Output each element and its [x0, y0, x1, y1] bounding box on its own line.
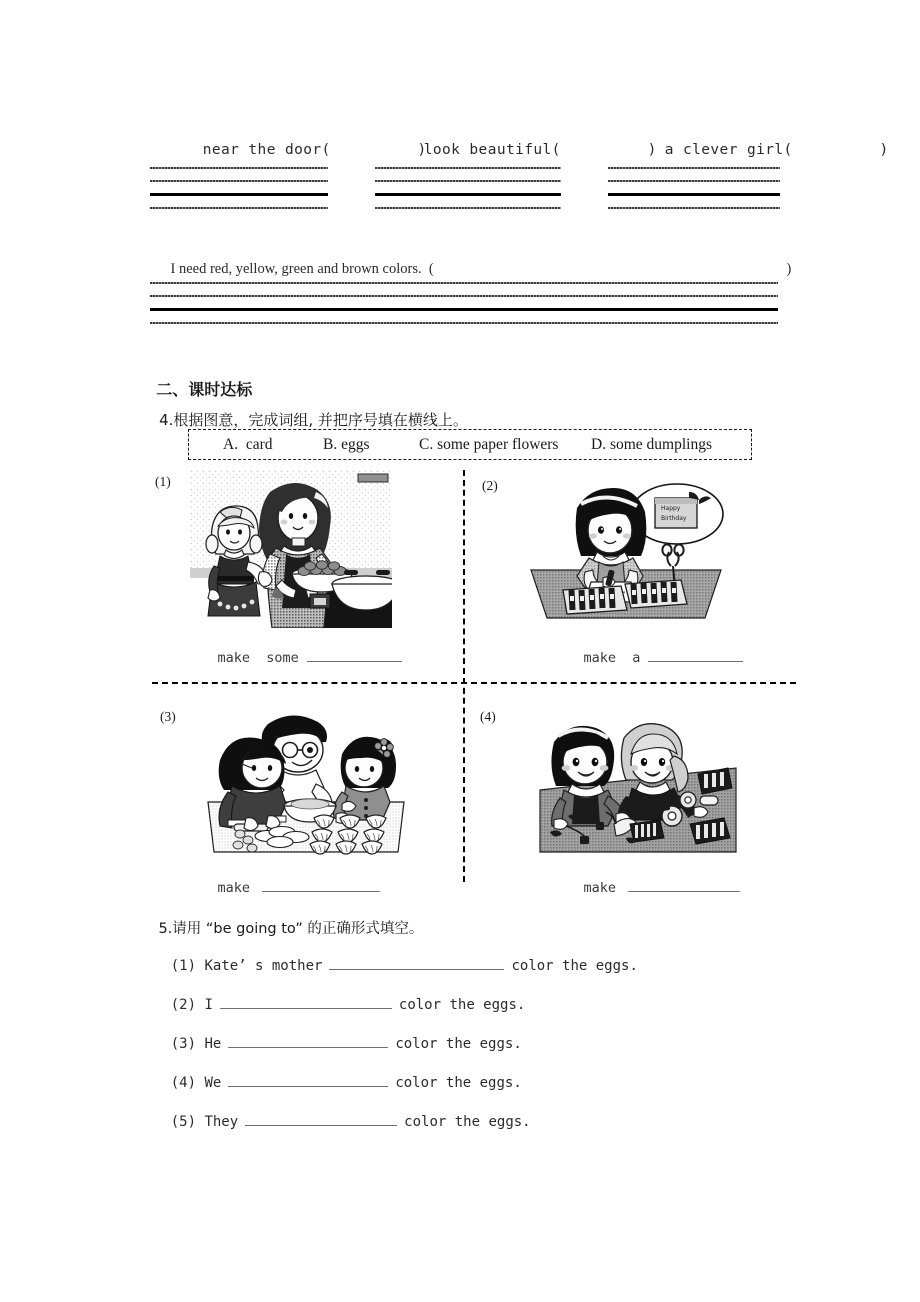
picture-blank-3[interactable]: [262, 880, 380, 892]
guide-line-descender: [375, 207, 561, 209]
section-heading-2: 二、课时达标: [156, 380, 253, 399]
phrase-row: [148, 126, 889, 158]
writing-guide-4[interactable]: [150, 282, 778, 326]
guide-line-baseline: [150, 308, 778, 311]
options-inner: [189, 430, 751, 459]
exercise-blank-3[interactable]: [228, 1035, 388, 1048]
illustration-2-make-a-card: [519, 478, 734, 626]
guide-line-baseline: [150, 193, 328, 196]
guide-line-baseline: [375, 193, 561, 196]
exercise-blank-2[interactable]: [220, 996, 392, 1009]
guide-line-descender: [608, 207, 780, 209]
picture-blank-4[interactable]: [628, 880, 740, 892]
phrase-text-1: near the door: [202, 142, 322, 158]
translate-sentence-text: I need red, yellow, green and brown colors. (: [170, 261, 434, 277]
phrase-text-3: a clever girl: [664, 142, 784, 158]
picture-grid-horizontal-divider: [152, 682, 796, 684]
guide-line-mid: [608, 180, 780, 182]
item-tail-4: color the eggs.: [395, 1075, 522, 1091]
item-number-3: (3): [170, 1036, 197, 1052]
exercise-blank-5[interactable]: [245, 1113, 397, 1126]
item-tail-2: color the eggs.: [398, 997, 526, 1013]
guide-line-top: [375, 167, 561, 169]
illustration-4-make-paper-flowers: [538, 712, 738, 860]
svg-text:Birthday: Birthday: [661, 515, 687, 522]
option-b[interactable]: B. eggs: [323, 436, 370, 453]
picture-number-3: (3): [160, 709, 176, 724]
guide-line-mid: [150, 295, 778, 297]
guide-line-mid: [150, 180, 328, 182]
illustration-1-svg: [190, 470, 392, 628]
item-number-1: (1): [170, 958, 197, 974]
translate-sentence-close-paren[interactable]: ): [786, 261, 792, 277]
exercise-5-item-5: [137, 1097, 531, 1146]
writing-guide-1[interactable]: [150, 167, 328, 211]
item-subject-1: Kate’ s mother: [204, 958, 323, 974]
item-number-2: (2): [170, 997, 197, 1013]
illustration-3-svg: [206, 706, 406, 858]
picture-caption-1: [185, 634, 402, 682]
exercise-blank-1[interactable]: [329, 957, 504, 970]
item-tail-3: color the eggs.: [395, 1036, 522, 1052]
illustration-3-make-dumplings: [206, 706, 406, 858]
writing-guide-3[interactable]: [608, 167, 780, 211]
phrase-paren-2[interactable]: ( ): [551, 142, 657, 158]
item-subject-4: We: [204, 1075, 222, 1091]
illustration-4-svg: [538, 712, 738, 860]
phrase-paren-3[interactable]: ( ): [783, 142, 889, 158]
item-number-5: (5): [170, 1114, 197, 1130]
option-c[interactable]: C. some paper flowers: [419, 436, 559, 453]
item-subject-3: He: [204, 1036, 222, 1052]
guide-line-descender: [150, 207, 328, 209]
question-5-label: 5.请用 “be going to” 的正确形式填空。: [158, 921, 424, 937]
illustration-1-make-some-eggs: [190, 470, 392, 628]
picture-caption-4: [551, 864, 740, 912]
exercise-blank-4[interactable]: [228, 1074, 388, 1087]
picture-blank-2[interactable]: [648, 650, 743, 662]
question-4-options-box: [188, 429, 752, 460]
phrase-paren-1[interactable]: ( ): [321, 142, 427, 158]
picture-caption-4-text: make: [583, 880, 617, 896]
option-d[interactable]: D. some dumplings: [591, 436, 712, 453]
picture-number-1: (1): [155, 474, 171, 489]
item-tail-5: color the eggs.: [404, 1114, 531, 1130]
picture-caption-3-text: make: [217, 880, 251, 896]
phrase-text-2: look beautiful: [423, 142, 552, 158]
picture-number-4: (4): [480, 709, 496, 724]
guide-line-baseline: [608, 193, 780, 196]
option-a[interactable]: A. card: [223, 436, 273, 453]
picture-caption-2-text: make a: [583, 650, 641, 666]
guide-line-descender: [150, 322, 778, 324]
picture-number-2: (2): [482, 478, 498, 493]
picture-grid-vertical-divider: [463, 470, 465, 882]
guide-line-mid: [375, 180, 561, 182]
picture-blank-1[interactable]: [307, 650, 402, 662]
svg-text:Happy: Happy: [661, 505, 681, 512]
writing-guide-2[interactable]: [375, 167, 561, 211]
item-subject-2: I: [204, 997, 213, 1013]
guide-line-top: [150, 167, 328, 169]
item-subject-5: They: [204, 1114, 239, 1130]
item-number-4: (4): [170, 1075, 197, 1091]
guide-line-top: [608, 167, 780, 169]
guide-line-top: [150, 282, 778, 284]
question-4-label: 4.根据图意，完成词组, 并把序号填在横线上。: [159, 411, 468, 429]
item-tail-1: color the eggs.: [511, 958, 638, 974]
picture-caption-1-text: make some: [217, 650, 299, 666]
picture-caption-2: [551, 634, 743, 682]
illustration-2-svg: [519, 478, 734, 626]
